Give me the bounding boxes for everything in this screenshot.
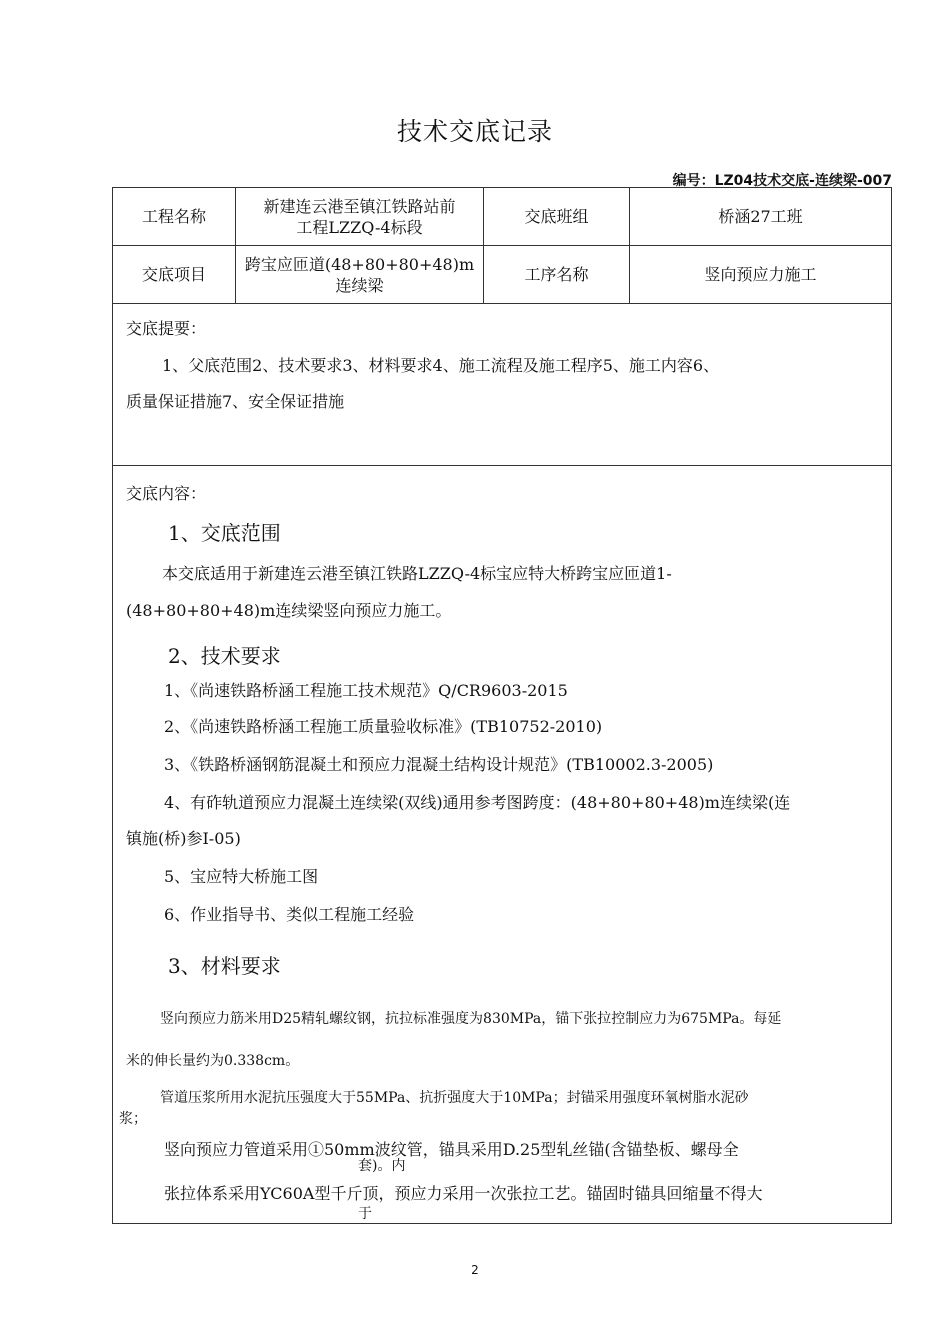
list-item: 2、《尚速铁路桥涵工程施工质量验收标准》(TB10752-2010) — [164, 717, 603, 736]
paragraph-line: 竖向预应力筋米用D25精轧螺纹钢，抗拉标准强度为830MPa，锚下张拉控制应力为675MPa。每延 — [160, 1011, 782, 1027]
process-label: 工序名称 — [524, 265, 589, 284]
page-number: 2 — [471, 1263, 479, 1277]
paragraph-line: 米的伸长量约为0.338cm。 — [126, 1053, 300, 1069]
project-name-value — [236, 188, 483, 245]
project-name-line: 工程LZZQ-4标段 — [296, 217, 423, 237]
item-line: 跨宝应匝道(48+80+80+48)m — [244, 254, 475, 274]
paragraph-line: 套)。内 — [358, 1158, 406, 1174]
paragraph-line: 本交底适用于新建连云港至镇江铁路LZZQ-4标宝应特大桥跨宝应匝道1- — [162, 564, 672, 583]
list-item: 3、《铁路桥涵钢筋混凝土和预应力混凝土结构设计规范》(TB10002.3-2005) — [164, 755, 714, 774]
list-item: 6、作业指导书、类似工程施工经验 — [164, 905, 415, 924]
process-value: 竖向预应力施工 — [704, 265, 817, 284]
summary-line: 1、父底范围2、技术要求3、材料要求4、施工流程及施工程序5、施工内容6、 — [162, 356, 720, 375]
team-label: 交底班组 — [524, 207, 589, 226]
list-item: 镇施(桥)参I-05) — [126, 829, 241, 848]
list-item: 4、有砟轨道预应力混凝土连续梁(双线)通用参考图跨度：(48+80+80+48)m连续梁(连 — [164, 793, 791, 812]
content-label: 交底内容： — [126, 484, 207, 503]
paragraph-line: 浆； — [119, 1111, 147, 1127]
team-value: 桥涵27工班 — [718, 207, 803, 226]
item-line: 连续梁 — [335, 275, 384, 295]
document-code: 编号：LZ04技术交底-连续梁-007 — [672, 173, 892, 189]
paragraph-line: 于 — [358, 1206, 372, 1222]
paragraph-line: 竖向预应力管道采用①50mm波纹管，锚具采用D.25型轧丝锚(含锚垫板、螺母全 — [164, 1140, 739, 1159]
summary-label: 交底提要： — [126, 319, 207, 338]
project-name-label: 工程名称 — [141, 207, 206, 226]
section-heading: 1、交底范围 — [168, 521, 281, 545]
paragraph-line: 管道压浆所用水泥抗压强度大于55MPa、抗折强度大于10MPa；封锚采用强度环氧树脂水泥砂 — [160, 1090, 749, 1106]
section-heading: 2、技术要求 — [168, 644, 281, 668]
page-title: 技术交底记录 — [396, 117, 553, 146]
row-divider — [112, 465, 892, 466]
row-divider — [112, 303, 892, 304]
section-heading: 3、材料要求 — [168, 954, 281, 978]
paragraph-line: (48+80+80+48)m连续梁竖向预应力施工。 — [126, 601, 452, 620]
item-label: 交底项目 — [141, 265, 206, 284]
summary-line: 质量保证措施7、安全保证措施 — [126, 392, 345, 411]
list-item: 5、宝应特大桥施工图 — [164, 867, 319, 886]
list-item: 1、《尚速铁路桥涵工程施工技术规范》Q/CR9603-2015 — [164, 681, 568, 700]
project-name-line: 新建连云港至镇江铁路站前 — [263, 196, 456, 216]
paragraph-line: 张拉体系采用YC60A型千斤顶，预应力采用一次张拉工艺。锚固时锚具回缩量不得大 — [164, 1184, 763, 1203]
item-value — [236, 246, 483, 303]
